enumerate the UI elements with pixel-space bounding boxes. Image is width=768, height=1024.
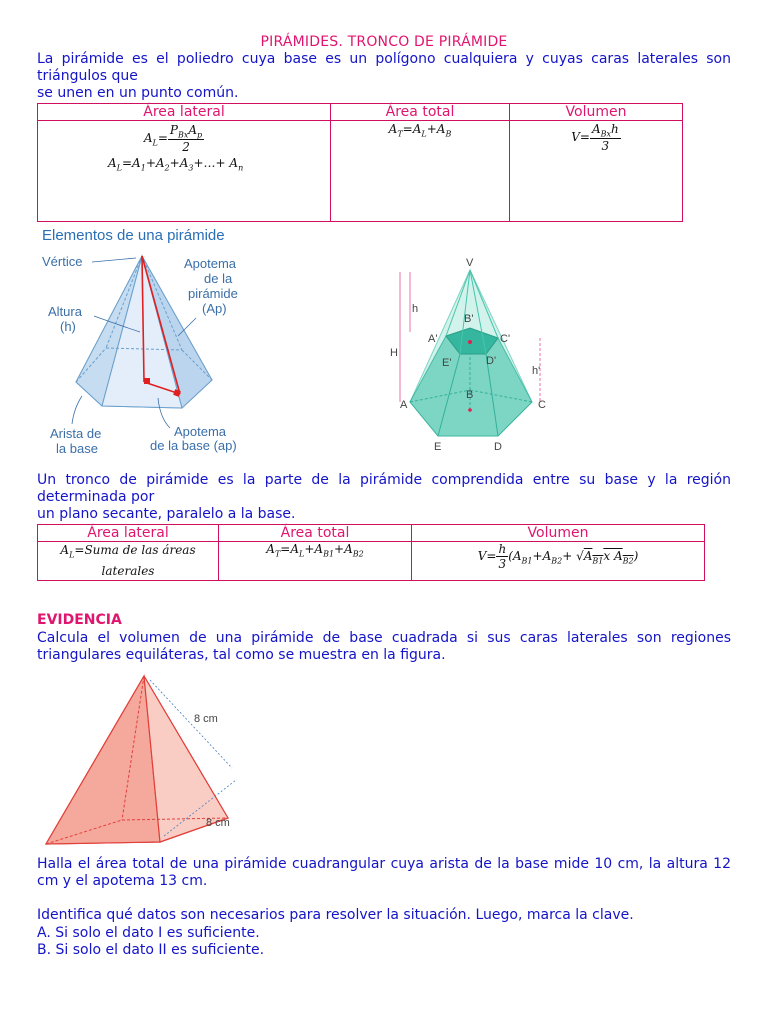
table2-header-area-lateral: Área lateral: [38, 525, 219, 542]
label-apotema-piramide-3: pirámide: [188, 286, 238, 301]
label-h1: h': [532, 365, 541, 377]
trunk-line-2: un plano secante, paralelo a la base.: [37, 506, 296, 522]
trunk-al-text-2: laterales: [101, 564, 155, 579]
table2-header-volumen: Volumen: [412, 525, 705, 542]
label-A1: A': [428, 333, 438, 345]
label-E1: E': [442, 357, 452, 369]
label-apotema-piramide-2: de la: [204, 271, 233, 286]
label-H: H: [390, 347, 398, 359]
label-D1: D': [486, 355, 497, 367]
trunk-line-1: Un tronco de pirámide es la parte de la pirámide comprendida entre su base y la región determinada por: [37, 472, 731, 505]
intro-line-2: se unen en un punto común.: [37, 85, 239, 101]
table1-header-volumen: Volumen: [510, 104, 683, 121]
label-h: h: [412, 303, 419, 315]
evidence-question-1: Calcula el volumen de una pirámide de base cuadrada si sus caras laterales son regiones triangulares equiláteras, tal como se muestra en la figura.: [37, 630, 731, 663]
page-title: PIRÁMIDES. TRONCO DE PIRÁMIDE: [260, 34, 508, 50]
dim-label-1: 8 cm: [194, 713, 218, 725]
dim-label-2: 8 cm: [206, 817, 230, 829]
trunk-formula-area-total: $A_T=A_L+A_{B1}+A_{B2}$: [219, 542, 412, 581]
table1-header-area-lateral: Área lateral: [38, 104, 331, 121]
label-E: E: [434, 441, 442, 453]
label-B1: B': [464, 313, 474, 325]
label-altura-1: Altura: [48, 304, 82, 319]
trunk-formulas-table: [37, 524, 705, 581]
pyramid-trunk-figure: [380, 250, 560, 460]
label-V: V: [466, 257, 474, 269]
trunk-formula-area-lateral: $A_L=Suma$ de las áreas laterales: [38, 542, 219, 581]
trunk-al-text-1: Suma de las áreas: [84, 543, 196, 557]
label-B: B: [466, 389, 474, 401]
label-arista-2: la base: [56, 441, 98, 456]
label-arista-1: Arista de: [50, 426, 102, 441]
label-apotema-piramide-1: Apotema: [184, 256, 237, 271]
trunk-paragraph: [37, 472, 731, 523]
label-A: A: [400, 399, 408, 411]
formula-area-total: $A_T=A_L+A_B$: [331, 121, 510, 222]
formula-area-lateral: $A_L=$ $\frac{P_{Bx}A_p}{2}$ $A_L=A_1+A_2+A_3+\dots+ A_n$: [38, 121, 331, 222]
square-pyramid-figure: [40, 668, 250, 848]
option-a: A. Si solo el dato I es suficiente.: [37, 925, 260, 941]
label-apotema-piramide-4: (Ap): [202, 301, 227, 316]
label-vertice: Vértice: [42, 254, 83, 269]
label-C: C: [538, 399, 546, 411]
table1-header-area-total: Área total: [331, 104, 510, 121]
label-D: D: [494, 441, 502, 453]
evidence-question-2: Halla el área total de una pirámide cuadrangular cuya arista de la base mide 10 cm, la altura 12 cm y el apotema 13 cm.: [37, 856, 731, 889]
evidence-heading: EVIDENCIA: [37, 612, 122, 628]
intro-line-1: La pirámide es el poliedro cuya base es un polígono cualquiera y cuyas caras laterales son triángulos que: [37, 51, 731, 84]
pyramid-formulas-table: [37, 103, 683, 222]
trunk-formula-volumen: V= $\frac{h}{3}$ ($A_{B1}+A_{B2}+ √A_{B1}x$ $A_{B2}$): [412, 542, 705, 581]
label-apotema-base-1: Apotema: [174, 424, 227, 439]
pyramid-elements-figure: [36, 222, 256, 458]
option-b: B. Si solo el dato II es suficiente.: [37, 942, 265, 958]
intro-paragraph: [37, 51, 731, 102]
label-altura-2: (h): [60, 319, 76, 334]
figure1-title: Elementos de una pirámide: [42, 227, 225, 244]
label-apotema-base-2: de la base (ap): [150, 438, 237, 453]
formula-volumen: V= $\frac{A_{Bx}h}{3}$: [510, 121, 683, 222]
label-C1: C': [500, 333, 511, 345]
evidence-instruction: Identifica qué datos son necesarios para resolver la situación. Luego, marca la clave.: [37, 907, 634, 923]
table2-header-area-total: Área total: [219, 525, 412, 542]
